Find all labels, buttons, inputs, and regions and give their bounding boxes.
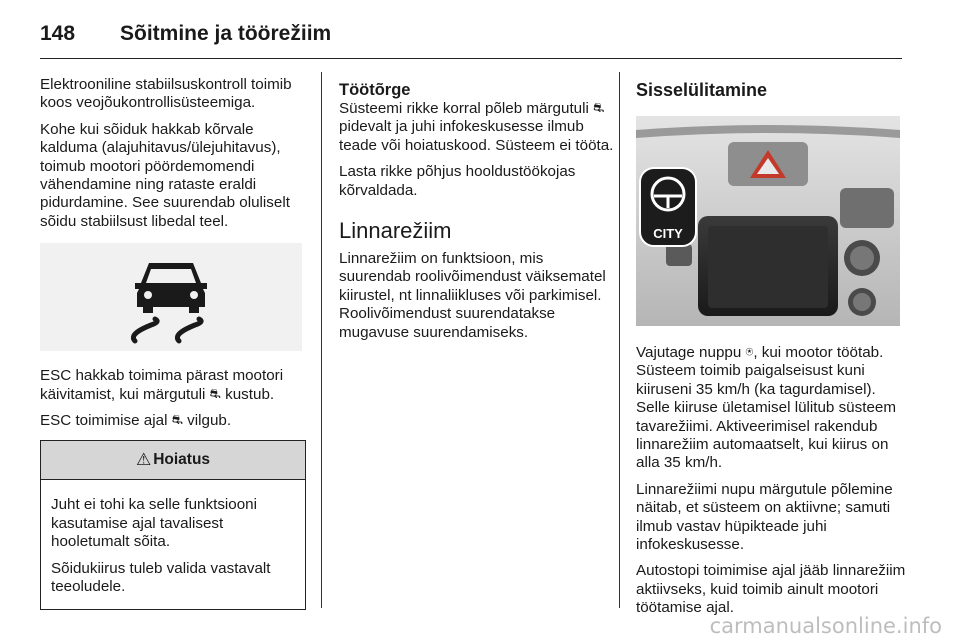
esc-lamp-icon: ⛐ bbox=[171, 412, 183, 428]
paragraph: Lasta rikke põhjus hooldustöökojas kõrvaldada. bbox=[339, 163, 576, 199]
page-header bbox=[40, 18, 902, 59]
section-heading-city-mode: Linnarežiim bbox=[339, 218, 452, 244]
chapter-title: Sõitmine ja töörežiim bbox=[120, 22, 332, 45]
column-right bbox=[636, 76, 906, 626]
paragraph: Juht ei tohi ka selle funktsiooni kasutamise ajal tavalisest hooletumalt sõita. bbox=[51, 496, 257, 551]
paragraph: Linnarežiim on funktsioon, mis suurendab roolivõimendust väiksematel kiirustel, nt linnaliikluses või parkimisel. Roolivõimendust suurendatakse mugavuse suurendamiseks. bbox=[339, 250, 606, 341]
paragraph: Süsteemi rikke korral põleb märgutuli ⛐ pidevalt ja juhi infokeskusesse ilmub teade või hoiatuskood. Süsteem ei tööta. bbox=[339, 100, 614, 154]
paragraph: Autostopi toimimise ajal jääb linnarežiim aktiivseks, kuid toimib ainult mootori töötamise ajal. bbox=[636, 562, 906, 617]
paragraph: ESC toimimise ajal ⛐ vilgub. bbox=[40, 412, 232, 430]
paragraph: Sõidukiirus tuleb valida vastavalt teeoludele. bbox=[51, 559, 271, 596]
esc-skidding-car-icon bbox=[121, 249, 221, 345]
dashboard-photo bbox=[636, 116, 900, 326]
column-divider bbox=[321, 72, 322, 608]
column-divider bbox=[619, 72, 620, 608]
column-middle bbox=[339, 76, 615, 350]
warning-header bbox=[41, 441, 305, 480]
section-heading-activation: Sisselülitamine bbox=[636, 80, 768, 100]
dashboard-illustration bbox=[636, 116, 900, 326]
warning-box bbox=[40, 440, 306, 609]
section-heading-fault: Töötõrge bbox=[339, 81, 411, 99]
paragraph: Kohe kui sõiduk hakkab kõrvale kalduma (alajuhitavus/ülejuhitavus), toimub mootori pöördemomendi vähendamine ning rataste eraldi pidurdamine. See suurendab oluliselt sõidu stabiilsust libedal teel. bbox=[40, 120, 290, 230]
esc-skid-figure bbox=[40, 243, 302, 351]
paragraph: Vajutage nuppu ⍟, kui mootor töötab. Süsteem toimib paigalseisust kuni kiiruseni 35 km/h (ka tagurdamisel). Selle kiiruse ületamisel lülitub süsteem tavarežiimi. Aktiveerimisel rakendub linnarežiim automaatselt, kui kiirus on alla 35 km/h. bbox=[636, 344, 896, 472]
esc-lamp-icon: ⛐ bbox=[593, 100, 605, 115]
esc-lamp-icon: ⛐ bbox=[209, 385, 221, 401]
warning-body bbox=[41, 480, 305, 608]
column-left bbox=[40, 76, 306, 610]
city-button-label: CITY bbox=[653, 226, 683, 241]
warning-title: Hoiatus bbox=[153, 451, 211, 469]
paragraph: Linnarežiimi nupu märgutule põlemine näitab, et süsteem on aktiivne; samuti ilmub vastav hüpikteade juhi infokeskusesse. bbox=[636, 480, 893, 554]
warning-triangle-icon: ⚠ bbox=[135, 450, 152, 470]
watermark: carmanualsonline.info bbox=[709, 614, 942, 638]
paragraph: ESC hakkab toimima pärast mootori käivitamist, kui märgutuli ⛐ kustub. bbox=[40, 367, 284, 403]
city-mode-icon: ⍟ bbox=[745, 344, 754, 359]
paragraph: Elektrooniline stabiilsuskontroll toimib koos veojõukontrollisüsteemiga. bbox=[40, 76, 292, 112]
page-number: 148 bbox=[40, 22, 76, 45]
